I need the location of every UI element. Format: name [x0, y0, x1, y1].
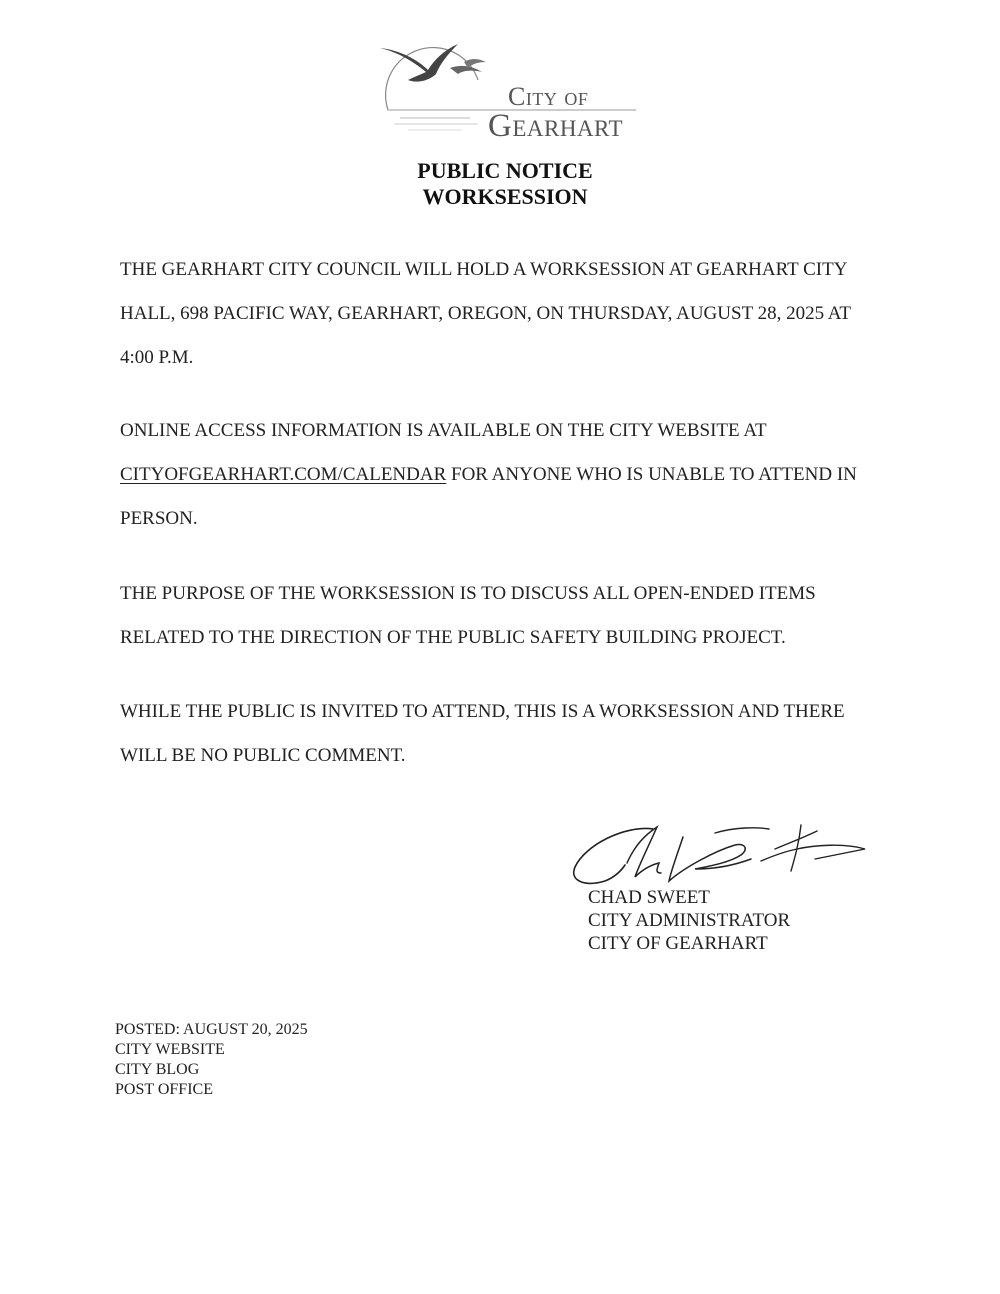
public-comment-paragraph	[120, 690, 845, 778]
posted-date: POSTED: AUGUST 20, 2025	[115, 1021, 308, 1038]
calendar-link[interactable]: CITYOFGEARHART.COM/CALENDAR	[120, 464, 447, 485]
notice-title: PUBLIC NOTICE	[417, 158, 593, 183]
posting-info	[115, 1020, 308, 1100]
signer-organization: CITY OF GEARHART	[588, 933, 768, 954]
signer-title: CITY ADMINISTRATOR	[588, 910, 791, 931]
paragraph-line: PERSON.	[120, 508, 198, 529]
posted-location: CITY WEBSITE	[115, 1041, 225, 1058]
handwritten-signature	[565, 815, 895, 895]
paragraph-line-rest: FOR ANYONE WHO IS UNABLE TO ATTEND IN	[446, 464, 857, 485]
paragraph-line: THE GEARHART CITY COUNCIL WILL HOLD A WORKSESSION AT GEARHART CITY	[120, 259, 848, 280]
paragraph-line: WHILE THE PUBLIC IS INVITED TO ATTEND, THIS IS A WORKSESSION AND THERE	[120, 701, 845, 722]
online-access-paragraph	[120, 409, 857, 541]
paragraph-line: THE PURPOSE OF THE WORKSESSION IS TO DISCUSS ALL OPEN-ENDED ITEMS	[120, 583, 816, 604]
paragraph-line: HALL, 698 PACIFIC WAY, GEARHART, OREGON, ON THURSDAY, AUGUST 28, 2025 AT	[120, 303, 851, 324]
posted-location: CITY BLOG	[115, 1061, 200, 1078]
paragraph-line: 4:00 P.M.	[120, 347, 194, 368]
paragraph-line: RELATED TO THE DIRECTION OF THE PUBLIC SAFETY BUILDING PROJECT.	[120, 627, 786, 648]
posted-location: POST OFFICE	[115, 1081, 213, 1098]
purpose-paragraph	[120, 572, 816, 660]
paragraph-line	[120, 453, 857, 497]
meeting-paragraph	[120, 248, 851, 380]
city-logo	[378, 40, 640, 144]
signer-name: CHAD SWEET	[588, 887, 710, 908]
paragraph-line: ONLINE ACCESS INFORMATION IS AVAILABLE ON THE CITY WEBSITE AT	[120, 420, 767, 441]
notice-subtitle: WORKSESSION	[422, 184, 588, 209]
logo-city-of-text: City of	[508, 82, 589, 111]
logo-gearhart-text: Gearhart	[488, 108, 624, 144]
paragraph-line: WILL BE NO PUBLIC COMMENT.	[120, 745, 406, 766]
signature-block	[588, 886, 790, 955]
